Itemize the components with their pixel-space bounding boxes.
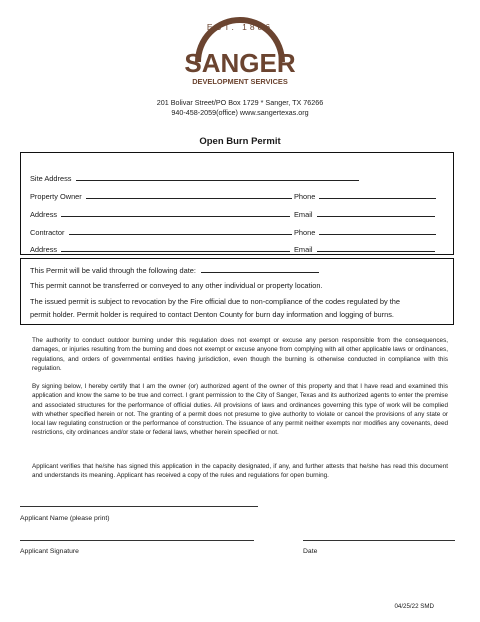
owner-address-row (30, 209, 290, 219)
applicant-signature-label: Applicant Signature (20, 548, 79, 555)
property-owner-label: Property Owner (30, 192, 82, 201)
owner-email-label: Email (294, 210, 313, 219)
owner-email-row (294, 209, 435, 219)
owner-email-field[interactable] (317, 209, 435, 217)
contractor-address-label: Address (30, 245, 58, 254)
applicant-info-box (20, 152, 454, 255)
contractor-phone-label: Phone (294, 228, 316, 237)
site-address-field[interactable] (76, 173, 359, 181)
owner-address-field[interactable] (61, 209, 290, 217)
revocation-text-line-1: The issued permit is subject to revocation by the Fire official due to non-compliance of the codes regulated by the (30, 297, 401, 306)
logo-tagline: DEVELOPMENT SERVICES (192, 77, 288, 86)
address-line: 201 Bolivar Street/PO Box 1729 * Sanger, TX 76266 (156, 98, 324, 107)
not-transferable-text: This permit cannot be transferred or conveyed to any other individual or property location. (30, 281, 323, 290)
sanger-logo (0, 10, 480, 92)
property-owner-field[interactable] (86, 191, 292, 199)
revision-footer: 04/25/22 SMD (394, 603, 434, 610)
permit-terms-box (20, 258, 454, 325)
site-address-row (30, 173, 359, 183)
verification-paragraph: Applicant verifies that he/she has signed this application in the capacity designated, if any, and further attests that he/she has read this document and understands its meaning. Applicant has received a copy of the rules and regulations for open burning. (32, 463, 448, 480)
contact-line: 940-458-2059(office) www.sangertexas.org (171, 108, 309, 117)
valid-through-text: This Permit will be valid through the following date: (30, 266, 196, 275)
valid-through-field[interactable] (201, 265, 319, 273)
site-address-label: Site Address (30, 174, 72, 183)
logo-name: SANGER (184, 48, 296, 78)
owner-address-label: Address (30, 210, 58, 219)
contractor-phone-field[interactable] (319, 227, 436, 235)
date-line[interactable] (303, 540, 455, 541)
contractor-email-label: Email (294, 245, 313, 254)
contractor-email-field[interactable] (317, 244, 435, 252)
contractor-address-field[interactable] (61, 244, 290, 252)
valid-through-row (30, 265, 319, 275)
contractor-field[interactable] (69, 227, 292, 235)
owner-phone-field[interactable] (319, 191, 436, 199)
contractor-row (30, 227, 292, 237)
logo-est-text: EST. 1886 (206, 22, 274, 32)
certification-paragraph: By signing below, I hereby certify that I am the owner (or) authorized agent of the owner of this property and that I have read and examined this application and know the same to be true and correct. I grant permission to the City of Sanger, Texas and its authorized agents to enter the premise and associated structures for the performance of official duties. All provisions of laws and ordinances governing this type of work will be complied with whether specified herein or not. The granting of a permit does not presume to give authority to violate or cancel the provisions of any state or local law regulating construction or the performance of construction. The issuance of any permit neither exempts nor modifies any covenants, deed restrictions, city ordinances and/or state or federal laws, whether herein specified or not. (32, 383, 448, 437)
owner-phone-label: Phone (294, 192, 316, 201)
contractor-label: Contractor (30, 228, 65, 237)
applicant-signature-line[interactable] (20, 540, 254, 541)
contractor-address-row (30, 244, 290, 254)
property-owner-row (30, 191, 292, 201)
contractor-email-row (294, 244, 435, 254)
date-label: Date (303, 548, 318, 555)
liability-paragraph: The authority to conduct outdoor burning under this regulation does not exempt or excuse any person responsible from the consequences, damages, or injuries resulting from the burning and does not exempt or excuse anyone from complying with all other applicable laws or ordinances, regulations, and orders of governmental entities having jurisdiction, even though the burning is otherwise conducted in compliance with this regulation. (32, 337, 448, 372)
page-title: Open Burn Permit (199, 136, 281, 147)
applicant-name-label: Applicant Name (please print) (20, 515, 110, 522)
revocation-text-line-2: permit holder. Permit holder is required to contact Denton County for burn day information and logging of burns. (30, 310, 394, 319)
owner-phone-row (294, 191, 436, 201)
contractor-phone-row (294, 227, 436, 237)
applicant-name-line[interactable] (20, 506, 258, 507)
